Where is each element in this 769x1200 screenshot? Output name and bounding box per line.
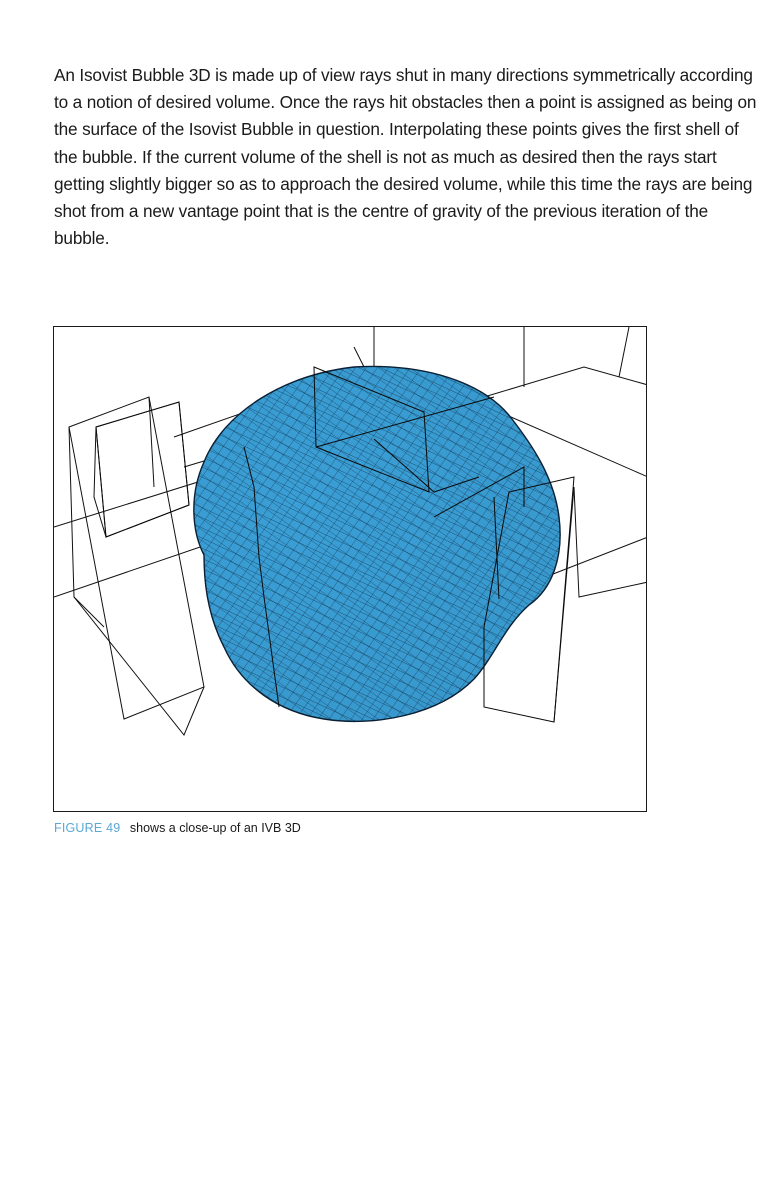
figure-label: FIGURE 49 (54, 821, 121, 835)
body-paragraph: An Isovist Bubble 3D is made up of view rays shut in many directions symmetrically according to a notion of desired volume. Once the rays hit obstacles then a point is assigned as being on the surface of the Isovist Bubble in question. Interpolating these points gives the first shell of the bubble. If the current volume of the shell is not as much as desired then the rays start getting slightly bigger so as to approach the desired volume, while this time the rays are being shot from a new vantage point that is the centre of gravity of the previous iteration of the bubble. (54, 65, 757, 249)
figure-image-ivb-3d (53, 326, 647, 812)
figure-caption (54, 821, 301, 835)
ivb-3d-rendering (54, 327, 647, 812)
figure-caption-text: shows a close-up of an IVB 3D (129, 821, 301, 835)
